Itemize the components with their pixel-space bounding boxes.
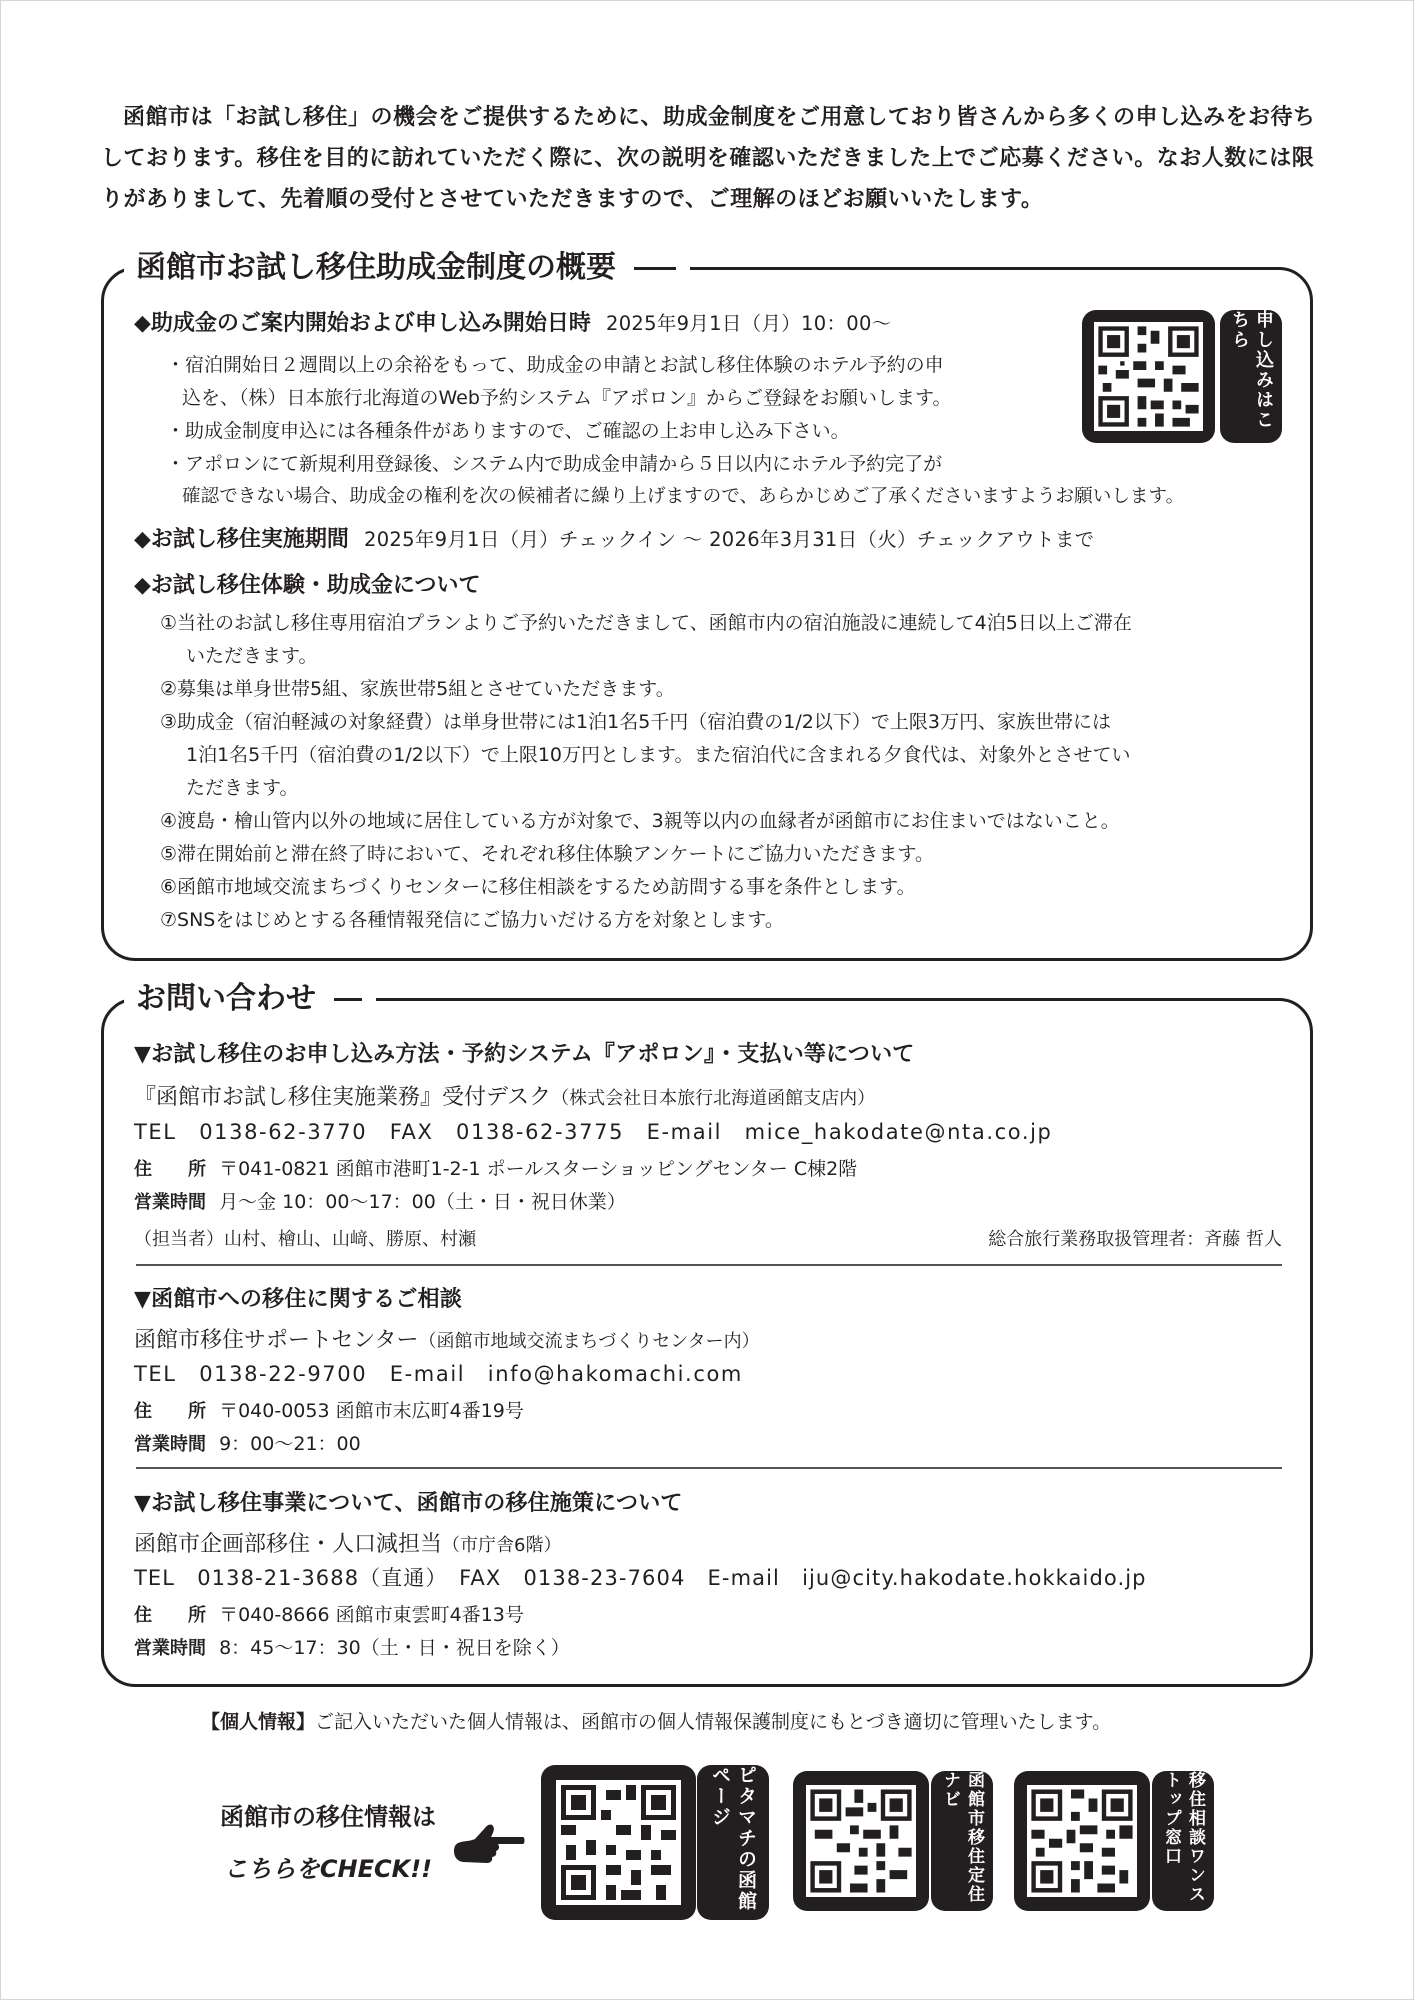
- contact-1-org-note: （株式会社日本旅行北海道函館支店内）: [551, 1088, 876, 1109]
- contact-3-hours: 8：45～17：30（土・日・祝日を除く）: [219, 1637, 570, 1659]
- qr-code-icon[interactable]: [1094, 322, 1203, 431]
- check-message: [193, 1791, 463, 1895]
- about-heading: ◆お試し移住体験・助成金について: [134, 573, 481, 598]
- onestop-qr-card[interactable]: [1014, 1771, 1150, 1911]
- period-heading: ◆お試し移住実施期間: [134, 527, 349, 552]
- item-6: ⑥函館市地域交流まちづくりセンターに移住相談をするため訪問する事を条件とします。: [160, 876, 916, 898]
- contact-2-address: 〒040-0053 函館市末広町4番19号: [219, 1400, 524, 1422]
- contact-1-tel-line: TEL 0138-62-3770 FAX 0138-62-3775 E-mail mice_hakodate@nta.co.jp: [134, 1120, 1053, 1144]
- address-label: 住 所: [134, 1401, 206, 1422]
- contact-2-address-row: [134, 1396, 524, 1423]
- apply-qr-label[interactable]: 申し込みはこちら: [1220, 310, 1282, 443]
- period-row: [134, 522, 1094, 553]
- qr-code-icon[interactable]: [806, 1785, 916, 1897]
- note-1: ・宿泊開始日２週間以上の余裕をもって、助成金の申請とお試し移住体験のホテル予約の申: [166, 354, 944, 376]
- contact-2-org-row: [134, 1323, 760, 1354]
- navi-qr-card[interactable]: [793, 1771, 929, 1911]
- hours-label: 営業時間: [134, 1192, 206, 1213]
- overview-title: 函館市お試し移住助成金制度の概要: [124, 246, 690, 290]
- item-1: ①当社のお試し移住専用宿泊プランよりご予約いただきまして、函館市内の宿泊施設に連続して4泊5日以上ご滞在: [160, 612, 1132, 634]
- pitamachi-qr-card[interactable]: [541, 1765, 696, 1920]
- check-line-1: 函館市の移住情報は: [220, 1803, 436, 1831]
- intro-paragraph: 函館市は「お試し移住」の機会をご提供するために、助成金制度をご用意しており皆さんから多くの申し込みをお待ちしております。移住を目的に訪れていただく際に、次の説明を確認いただきました上でご応募ください。なお人数には限りがありまして、先着順の受付とさせていただきますので、ご理解のほどお願いいたします。: [101, 105, 1316, 212]
- note-3: ・助成金制度申込には各種条件がありますので、ご確認の上お申し込み下さい。: [166, 420, 850, 442]
- address-label: 住 所: [134, 1605, 206, 1626]
- contact-1-manager: 総合旅行業務取扱管理者：斉藤 哲人: [988, 1229, 1282, 1250]
- check-line-2: こちらをCHECK!!: [223, 1855, 433, 1883]
- contact-3-address: 〒040-8666 函館市東雲町4番13号: [219, 1604, 524, 1626]
- qr-code-icon[interactable]: [1027, 1785, 1137, 1897]
- pointing-hand-icon: [453, 1815, 525, 1869]
- item-3-cont-1: 1泊1名5千円（宿泊費の1/2以下）で上限10万円とします。また宿泊代に含まれる夕食代は、対象外とさせてい: [186, 744, 1131, 766]
- contact-2-tel-line: TEL 0138-22-9700 E-mail info@hakomachi.com: [134, 1362, 743, 1386]
- contact-2-org: 函館市移住サポートセンター: [134, 1328, 419, 1353]
- section-divider: [136, 1467, 1282, 1469]
- title-rule: [634, 267, 676, 270]
- start-heading: ◆助成金のご案内開始および申し込み開始日時: [134, 311, 591, 336]
- item-4: ④渡島・檜山管内以外の地域に居住している方が対象で、3親等以内の血縁者が函館市にお住まいではないこと。: [160, 810, 1120, 832]
- note-5: 確認できない場合、助成金の権利を次の候補者に繰り上げますので、あらかじめご了承くださいますようお願いします。: [182, 486, 1185, 507]
- contact-box: [101, 981, 1313, 1687]
- contact-3-tel-line: TEL 0138-21-3688（直通） FAX 0138-23-7604 E-mail iju@city.hakodate.hokkaido.jp: [134, 1566, 1147, 1590]
- apply-qr-card[interactable]: [1082, 310, 1215, 443]
- contact-2-hours-row: [134, 1429, 361, 1456]
- privacy-note: [201, 1707, 1111, 1734]
- note-2: 込を、（株）日本旅行北海道のWeb予約システム『アポロン』からご登録をお願いします。: [182, 387, 952, 409]
- title-rule: [334, 998, 362, 1001]
- contact-2-org-note: （函館市地域交流まちづくりセンター内）: [418, 1331, 760, 1352]
- contact-1-org: 『函館市お試し移住実施業務』受付デスク: [134, 1085, 552, 1110]
- contact-title: お問い合わせ: [124, 977, 376, 1021]
- note-4: ・アポロンにて新規利用登録後、システム内で助成金申請から５日以内にホテル予約完了が: [166, 453, 943, 475]
- contact-2-hours: 9：00～21：00: [219, 1433, 361, 1455]
- overview-box: [101, 250, 1313, 961]
- privacy-text: ご記入いただいた個人情報は、函館市の個人情報保護制度にもとづき適切に管理いたします。: [315, 1711, 1112, 1733]
- contact-3-heading: ▼お試し移住事業について、函館市の移住施策について: [134, 1491, 683, 1516]
- contact-1-staff: （担当者）山村、檜山、山﨑、勝原、村瀬: [134, 1229, 476, 1250]
- contact-1-hours: 月～金 10：00～17：00（土・日・祝日休業）: [219, 1191, 626, 1213]
- qr-code-icon[interactable]: [556, 1780, 681, 1905]
- item-1-cont: いただきます。: [186, 645, 318, 667]
- pitamachi-qr-label[interactable]: ピタマチの函館ページ: [697, 1765, 769, 1920]
- contact-1-address: 〒041-0821 函館市港町1-2-1 ポールスターショッピングセンター C棟2階: [219, 1158, 858, 1180]
- contact-3-hours-row: [134, 1633, 570, 1660]
- start-date: 2025年9月1日（月）10：00～: [606, 312, 892, 335]
- contact-1-hours-row: [134, 1187, 626, 1214]
- item-3: ③助成金（宿泊軽減の対象経費）は単身世帯には1泊1名5千円（宿泊費の1/2以下）で上限3万円、家族世帯には: [160, 711, 1111, 733]
- navi-qr-label[interactable]: 函館市移住定住ナビ: [931, 1771, 993, 1911]
- contact-3-org-note: （市庁舎6階）: [442, 1535, 562, 1556]
- item-5: ⑤滞在開始前と滞在終了時において、それぞれ移住体験アンケートにご協力いただきます。: [160, 843, 934, 865]
- address-label: 住 所: [134, 1159, 206, 1180]
- contact-3-org: 函館市企画部移住・人口減担当: [134, 1532, 443, 1557]
- item-2: ②募集は単身世帯5組、家族世帯5組とさせていただきます。: [160, 678, 675, 700]
- start-heading-row: [134, 306, 891, 337]
- contact-3-address-row: [134, 1600, 524, 1627]
- contact-3-org-row: [134, 1527, 561, 1558]
- period-value: 2025年9月1日（月）チェックイン ～ 2026年3月31日（火）チェックアウトまで: [364, 528, 1095, 551]
- hours-label: 営業時間: [134, 1638, 206, 1659]
- item-3-cont-2: ただきます。: [186, 777, 299, 799]
- onestop-qr-label[interactable]: 移住相談ワンストップ窓口: [1152, 1771, 1214, 1911]
- contact-1-address-row: [134, 1154, 857, 1181]
- section-divider: [136, 1264, 1282, 1266]
- contact-2-heading: ▼函館市への移住に関するご相談: [134, 1287, 462, 1312]
- contact-1-heading: ▼お試し移住のお申し込み方法・予約システム『アポロン』・支払い等について: [134, 1042, 915, 1067]
- hours-label: 営業時間: [134, 1434, 206, 1455]
- contact-1-org-row: [134, 1080, 875, 1111]
- item-7: ⑦SNSをはじめとする各種情報発信にご協力いだける方を対象とします。: [160, 909, 784, 931]
- privacy-label: 【個人情報】: [201, 1711, 316, 1733]
